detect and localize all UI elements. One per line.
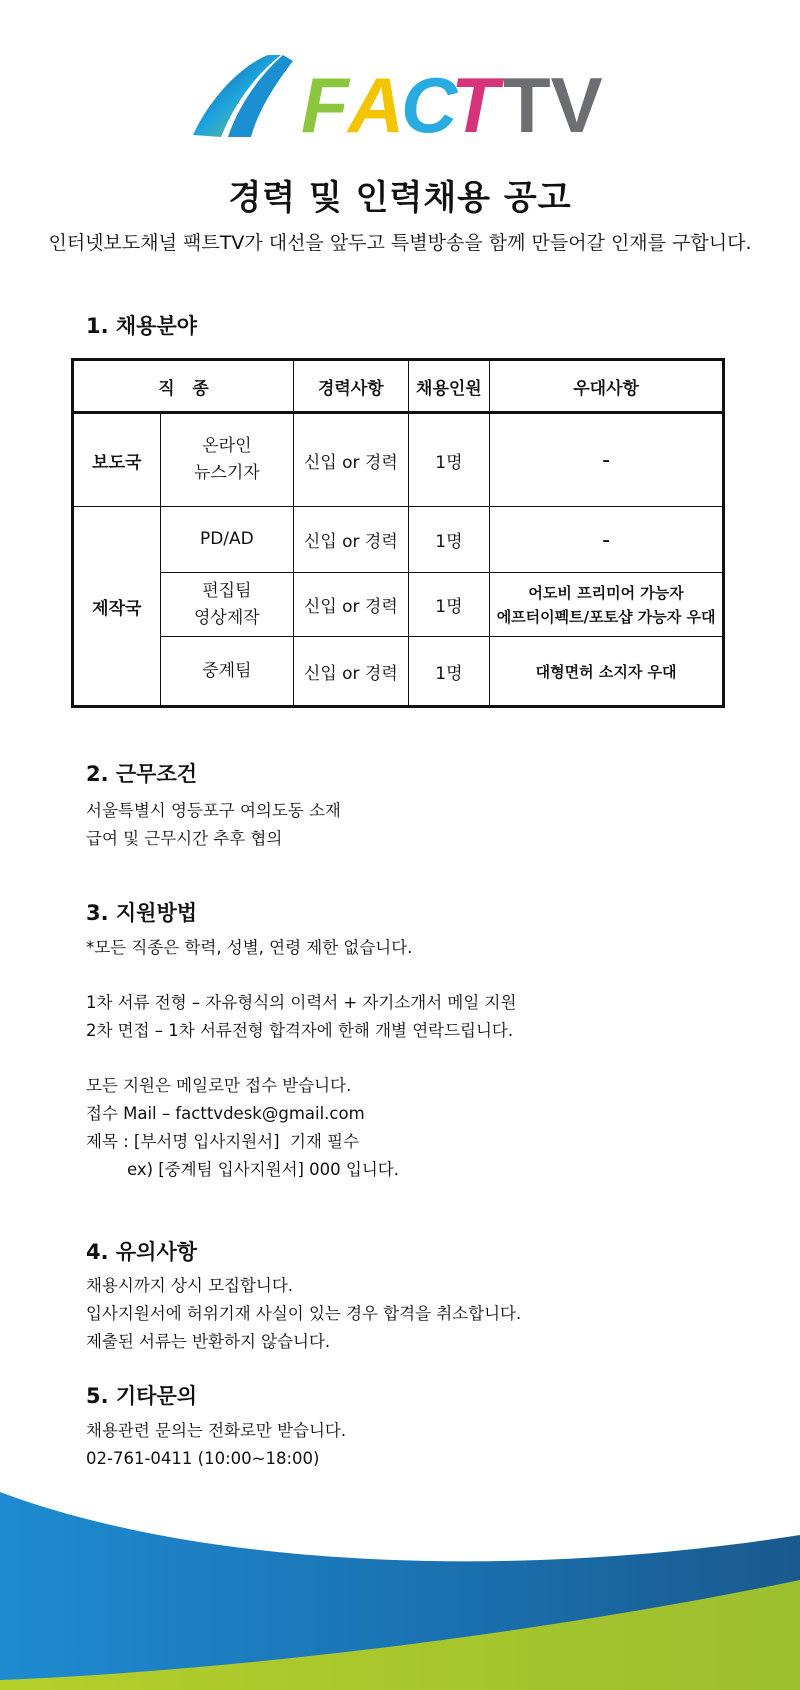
conditions-line: 서울특별시 영등포구 여의도동 소재: [86, 801, 341, 820]
section-notes-title: 4. 유의사항: [86, 1240, 198, 1264]
contact-text: [86, 1417, 346, 1473]
count-cell: 1명: [408, 413, 490, 507]
section-contact-title: 5. 기타문의: [86, 1384, 198, 1408]
dept-cell: 보도국: [73, 413, 161, 507]
svg-text:T: T: [451, 61, 499, 147]
header-preference: 우대사항: [490, 360, 724, 413]
contact-line: 채용관련 문의는 전화로만 받습니다.: [86, 1421, 347, 1440]
apply-note: *모든 직종은 학력, 성별, 연령 제한 없습니다.: [86, 938, 413, 957]
preference-line: 에프터이펙트/포토샵 가능자 우대: [496, 607, 716, 626]
section-conditions-title: 2. 근무조건: [86, 762, 198, 786]
header-career: 경력사항: [294, 360, 408, 413]
role-line: 편집팀: [202, 580, 252, 601]
preference-cell: 대형면허 소지자 우대: [490, 637, 724, 707]
contact-line: 02-761-0411 (10:00~18:00): [86, 1449, 320, 1468]
role-line: 중계팀: [202, 660, 252, 681]
apply-mail-info: [86, 1072, 399, 1184]
preference-line: –: [602, 451, 610, 469]
count-cell: 1명: [408, 573, 490, 637]
recruit-table: [71, 358, 725, 708]
notes-text: [86, 1272, 521, 1356]
role-cell: [160, 413, 294, 507]
apply-mail-line: ex) [중계팀 입사지원서] 000 입니다.: [127, 1160, 399, 1179]
role-cell: [160, 573, 294, 637]
career-cell: 신입 or 경력: [294, 413, 408, 507]
notes-line: 제출된 서류는 반환하지 않습니다.: [86, 1332, 331, 1351]
facttv-logo: [183, 47, 603, 147]
dept-cell: 제작국: [73, 507, 161, 707]
role-cell: [160, 637, 294, 707]
count-cell: 1명: [408, 507, 490, 573]
page-title: 경력 및 인력채용 공고: [228, 178, 572, 218]
header-job-type: 직 종: [73, 360, 294, 413]
career-cell: 신입 or 경력: [294, 573, 408, 637]
table-row: [73, 413, 724, 507]
svg-text:F: F: [301, 61, 349, 147]
career-cell: 신입 or 경력: [294, 637, 408, 707]
table-row: [73, 573, 724, 637]
svg-text:TV: TV: [503, 61, 603, 147]
role-line: 온라인: [202, 436, 252, 456]
preference-cell: [490, 507, 724, 573]
header-count: 채용인원: [408, 360, 490, 413]
preference-cell: [490, 413, 724, 507]
page-subtitle: 인터넷보도채널 팩트TV가 대선을 앞두고 특별방송을 함께 만들어갈 인재를 구합니다.: [48, 232, 752, 254]
apply-step: 1차 서류 전형 – 자유형식의 이력서 + 자기소개서 메일 지원: [86, 993, 517, 1012]
apply-steps: [86, 989, 516, 1045]
conditions-line: 급여 및 근무시간 추후 협의: [86, 829, 283, 848]
apply-mail-line: 모든 지원은 메일로만 접수 받습니다.: [86, 1076, 352, 1095]
section-apply-title: 3. 지원방법: [86, 901, 198, 925]
preference-line: –: [602, 530, 610, 549]
notes-line: 채용시까지 상시 모집합니다.: [86, 1276, 294, 1295]
table-header-row: [73, 360, 724, 413]
table-row: [73, 507, 724, 573]
role-cell: [160, 507, 294, 573]
footer-wave: [0, 1480, 800, 1690]
notes-line: 입사지원서에 허위기재 사실이 있는 경우 합격을 취소합니다.: [86, 1304, 522, 1323]
svg-text:C: C: [401, 61, 458, 147]
table-row: [73, 637, 724, 707]
conditions-text: [86, 797, 341, 853]
apply-mail-line: 제목 : [부서명 입사지원서] 기재 필수: [86, 1132, 360, 1151]
role-line: 뉴스기자: [194, 463, 260, 483]
count-cell: 1명: [408, 637, 490, 707]
preference-cell: [490, 573, 724, 637]
preference-line: 어도비 프리미어 가능자: [528, 583, 684, 602]
apply-step: 2차 면접 – 1차 서류전형 합격자에 한해 개별 연락드립니다.: [86, 1021, 514, 1040]
section-recruit-title: 1. 채용분야: [86, 314, 198, 338]
role-line: 영상제작: [194, 607, 260, 628]
career-cell: 신입 or 경력: [294, 507, 408, 573]
svg-text:A: A: [348, 61, 405, 147]
apply-mail-line: 접수 Mail – facttvdesk@gmail.com: [86, 1104, 365, 1123]
role-line: PD/AD: [199, 529, 254, 549]
